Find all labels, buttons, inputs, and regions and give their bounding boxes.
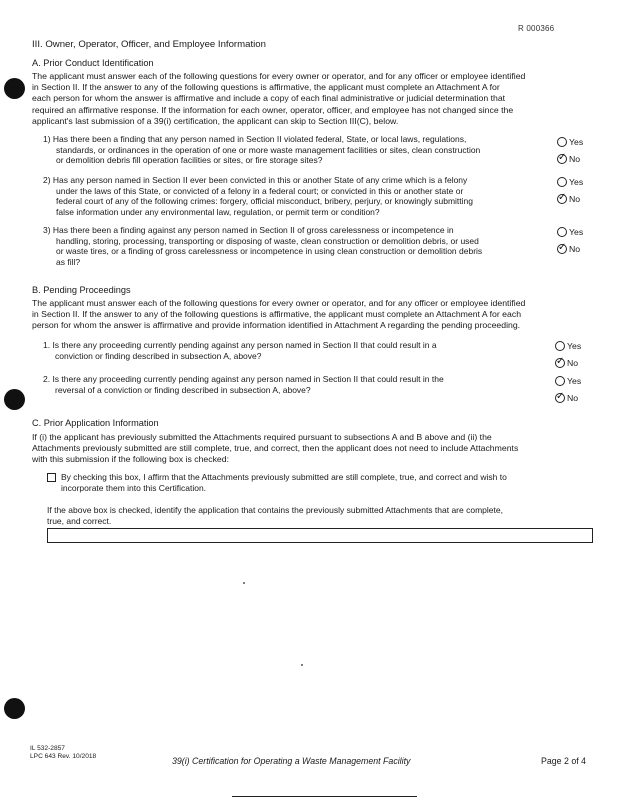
question-a1-yes-option[interactable] <box>557 136 583 148</box>
question-line: under the laws of this State, or convicted of a felony in a federal court; or convicted in this or another state or <box>56 185 464 196</box>
intro-line: in Section II. If the answer to any of the following questions is affirmative, the applicant must complete an Attachment A for each <box>32 309 522 320</box>
binder-hole-middle <box>4 389 25 410</box>
scan-speck <box>301 664 303 666</box>
intro-line: required an affirmative response. If the information for each owner, operator, officer, and employee has not changed since the <box>32 104 514 115</box>
bottom-rule <box>232 796 417 797</box>
intro-line: The applicant must answer each of the following questions for every owner or operator, and for any officer or employee identified <box>32 71 526 81</box>
identify-line: true, and correct. <box>47 515 112 526</box>
binder-hole-top <box>4 78 25 99</box>
question-b1-yes-option[interactable] <box>555 340 581 352</box>
question-line: as fill? <box>56 256 81 267</box>
intro-line: in Section II. If the answer to any of the following questions is affirmative, the applicant must complete an Attachment A for <box>32 82 500 93</box>
bates-number: R 000366 <box>518 24 555 33</box>
yes-label: Yes <box>569 177 584 187</box>
question-a2-no-option[interactable] <box>557 193 580 205</box>
checkbox-line: By checking this box, I affirm that the Attachments previously submitted are still complete, true, and correct and wish to <box>61 472 507 482</box>
question-line: federal court of any of the following crimes: forgery, official misconduct, bribery, perjury, or knowingly submitting <box>56 196 473 207</box>
question-line: or demolition debris fill operation facilities or sites, or fire storage sites? <box>56 155 323 166</box>
radio-checked-icon[interactable] <box>557 154 567 164</box>
no-label: No <box>569 154 581 164</box>
question-a1-no-option[interactable] <box>557 153 580 165</box>
prior-attachments-checkbox[interactable] <box>47 473 56 482</box>
question-line: false information under any environmental law, regulation, or permit term or condition? <box>56 206 380 217</box>
question-a2-yes-option[interactable] <box>557 176 583 188</box>
no-label: No <box>569 194 581 204</box>
identify-application-instruction <box>47 505 592 526</box>
question-a3-no-option[interactable] <box>557 243 580 255</box>
form-id-line: IL 532-2857 <box>30 745 65 752</box>
intro-line: applicant's last submission of a 39(i) certification, the applicant can skip to Section III(C), below. <box>32 115 399 126</box>
question-a3-yes-option[interactable] <box>557 226 583 238</box>
no-label: No <box>567 393 579 403</box>
question-line: conviction or finding described in subsection A, above? <box>55 350 262 361</box>
question-line: 3) Has there been a finding against any person named in Section II of gross carelessness or incompetence in <box>43 225 454 235</box>
radio-unchecked-icon[interactable] <box>557 137 567 147</box>
subsection-a-title: A. Prior Conduct Identification <box>32 58 154 68</box>
subsection-b-intro <box>32 298 592 332</box>
question-line: handling, storing, processing, transporting or disposing of waste, clean construction or demolition debris, or used <box>56 235 479 246</box>
question-b1-no-option[interactable] <box>555 357 578 369</box>
yes-label: Yes <box>567 376 582 386</box>
question-line: 2) Has any person named in Section II ever been convicted in this or another State of any crime which is a felony <box>43 175 468 185</box>
page-number: Page 2 of 4 <box>541 756 586 766</box>
question-line: standards, or ordinances in the operation of one or more waste management facilities or sites, clean construction <box>56 144 481 155</box>
identify-line: If the above box is checked, identify the application that contains the previously submitted Attachments that are complete, <box>47 505 503 515</box>
form-title: 39(i) Certification for Operating a Waste Management Facility <box>172 756 411 766</box>
yes-label: Yes <box>569 227 584 237</box>
subsection-c-title: C. Prior Application Information <box>32 418 159 428</box>
question-line: 1) Has there been a finding that any person named in Section II violated federal, State, or local laws, regulations, <box>43 134 467 144</box>
subsection-b-title: B. Pending Proceedings <box>32 285 131 295</box>
section-title: III. Owner, Operator, Officer, and Employee Information <box>32 39 266 50</box>
no-label: No <box>569 244 581 254</box>
question-b2-no-option[interactable] <box>555 392 578 404</box>
checkbox-line: incorporate them into this Certification. <box>61 482 207 493</box>
yes-label: Yes <box>569 137 584 147</box>
subsection-c-intro <box>32 432 592 466</box>
radio-unchecked-icon[interactable] <box>557 177 567 187</box>
intro-line: person for whom the answer is affirmative and provide information identified in Attachment A regarding the pending proceeding. <box>32 320 521 331</box>
intro-line: The applicant must answer each of the following questions for every owner or operator, and for any officer or employee identified <box>32 298 526 308</box>
question-b2-yes-option[interactable] <box>555 375 581 387</box>
question-b2 <box>43 374 548 395</box>
question-line: 2. Is there any proceeding currently pending against any person named in Section II that could result in the <box>43 374 444 384</box>
question-b1 <box>43 340 548 361</box>
scan-speck <box>243 582 245 584</box>
question-a3 <box>43 225 548 267</box>
question-a2 <box>43 175 548 217</box>
intro-line: each person for whom the answer is affirmative and include a copy of each final administrative or judicial determination that <box>32 93 506 104</box>
radio-checked-icon[interactable] <box>555 358 565 368</box>
intro-line: Attachments previously submitted are still complete, true, and correct, then the applicant does not need to include Attachments <box>32 443 519 454</box>
question-line: 1. Is there any proceeding currently pending against any person named in Section II that could result in a <box>43 340 437 350</box>
question-line: or waste tires, or a finding of gross carelessness or incompetence in using clean construction or demolition debris <box>56 246 483 257</box>
radio-unchecked-icon[interactable] <box>557 227 567 237</box>
radio-checked-icon[interactable] <box>557 194 567 204</box>
identify-application-field[interactable] <box>47 528 593 543</box>
form-id-line: LPC 643 Rev. 10/2018 <box>30 753 97 760</box>
radio-checked-icon[interactable] <box>557 244 567 254</box>
radio-unchecked-icon[interactable] <box>555 341 565 351</box>
question-a1 <box>43 134 548 166</box>
no-label: No <box>567 358 579 368</box>
binder-hole-bottom <box>4 698 25 719</box>
form-identifier <box>30 745 96 761</box>
radio-checked-icon[interactable] <box>555 393 565 403</box>
subsection-a-intro <box>32 71 592 127</box>
intro-line: If (i) the applicant has previously submitted the Attachments required pursuant to subsections A and B above and (ii) the <box>32 432 492 442</box>
question-line: reversal of a conviction or finding described in subsection A, above? <box>55 384 311 395</box>
radio-unchecked-icon[interactable] <box>555 376 565 386</box>
intro-line: with this submission if the following box is checked: <box>32 454 230 465</box>
yes-label: Yes <box>567 341 582 351</box>
prior-attachments-statement <box>61 472 586 493</box>
